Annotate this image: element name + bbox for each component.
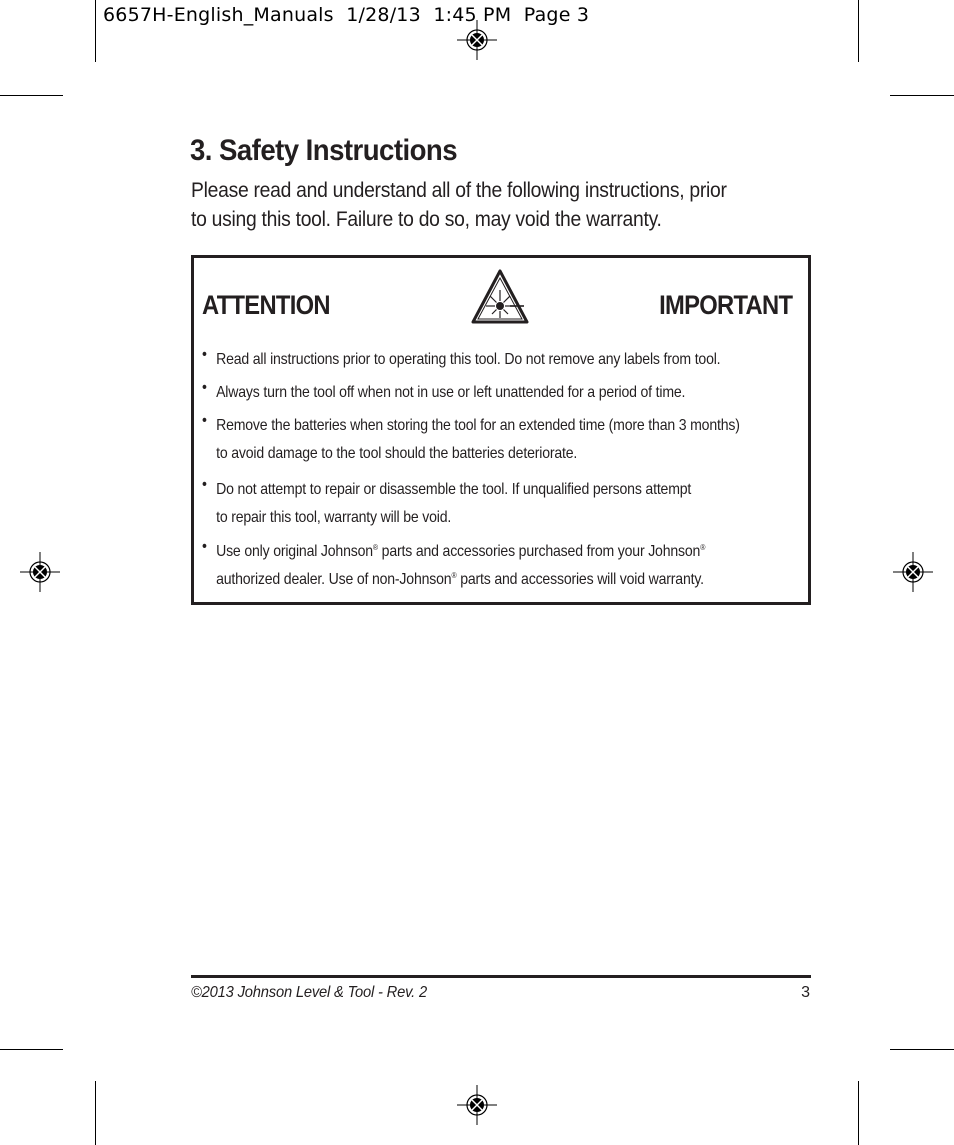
registered-mark: ®: [451, 571, 457, 580]
list-item-text: to repair this tool, warranty will be void.: [216, 509, 452, 526]
registration-mark-icon: [457, 1085, 497, 1125]
list-item: [202, 346, 783, 374]
safety-bullet-list: [202, 346, 783, 594]
list-item-text: Always turn the tool off when not in use or left unattended for a period of time.: [216, 384, 686, 401]
bullet: •: [202, 412, 207, 429]
footer-rule: [191, 975, 811, 978]
list-item-text: Read all instructions prior to operating this tool. Do not remove any labels from tool.: [216, 351, 721, 368]
text-segment: Use only original Johnson: [216, 543, 373, 560]
list-item-text: Remove the batteries when storing the tool for an extended time (more than 3 months): [216, 417, 740, 434]
crop-mark-bottom-right-v: [858, 1081, 859, 1145]
bullet: •: [202, 538, 207, 555]
registration-mark-icon: [20, 552, 60, 592]
text-segment: parts and accessories purchased from your Johnson: [377, 543, 701, 560]
print-slug: 6657H-English_Manuals 1/28/13 1:45 PM Page 3: [103, 4, 590, 26]
registration-mark-icon: [457, 20, 497, 60]
list-item: [202, 538, 783, 594]
intro-line: to using this tool. Failure to do so, may void the warranty.: [191, 208, 662, 231]
bullet: •: [202, 346, 207, 363]
text-segment: parts and accessories will void warranty.: [456, 571, 704, 588]
text-segment: authorized dealer. Use of non-Johnson: [216, 571, 452, 588]
intro-line: Please read and understand all of the following instructions, prior: [191, 179, 727, 202]
crop-mark-bottom-right-h: [890, 1049, 954, 1050]
list-item-text: to avoid damage to the tool should the batteries deteriorate.: [216, 445, 578, 462]
page-number: 3: [801, 984, 810, 1001]
crop-mark-bottom-left-h: [0, 1049, 63, 1050]
section-title: 3. Safety Instructions: [190, 134, 458, 167]
list-item-text: Do not attempt to repair or disassemble the tool. If unqualified persons attempt: [216, 481, 692, 498]
registered-mark: ®: [372, 543, 378, 552]
crop-mark-top-left-v: [95, 0, 96, 62]
crop-mark-bottom-left-v: [95, 1081, 96, 1145]
list-item-text: [216, 566, 783, 594]
list-item: [202, 476, 783, 532]
crop-mark-top-left-h: [0, 95, 63, 96]
list-item: [202, 412, 783, 468]
registered-mark: ®: [700, 543, 706, 552]
intro-paragraph: [191, 176, 780, 234]
list-item: [202, 379, 783, 407]
bullet: •: [202, 379, 207, 396]
registration-mark-icon: [893, 552, 933, 592]
list-item-text: [216, 538, 783, 566]
crop-mark-top-right-v: [858, 0, 859, 62]
bullet: •: [202, 476, 207, 493]
attention-heading: ATTENTION: [202, 290, 330, 320]
laser-warning-icon: [470, 268, 530, 326]
important-heading: IMPORTANT: [658, 290, 792, 320]
footer-copyright: ©2013 Johnson Level & Tool - Rev. 2: [191, 984, 427, 1001]
crop-mark-top-right-h: [890, 95, 954, 96]
